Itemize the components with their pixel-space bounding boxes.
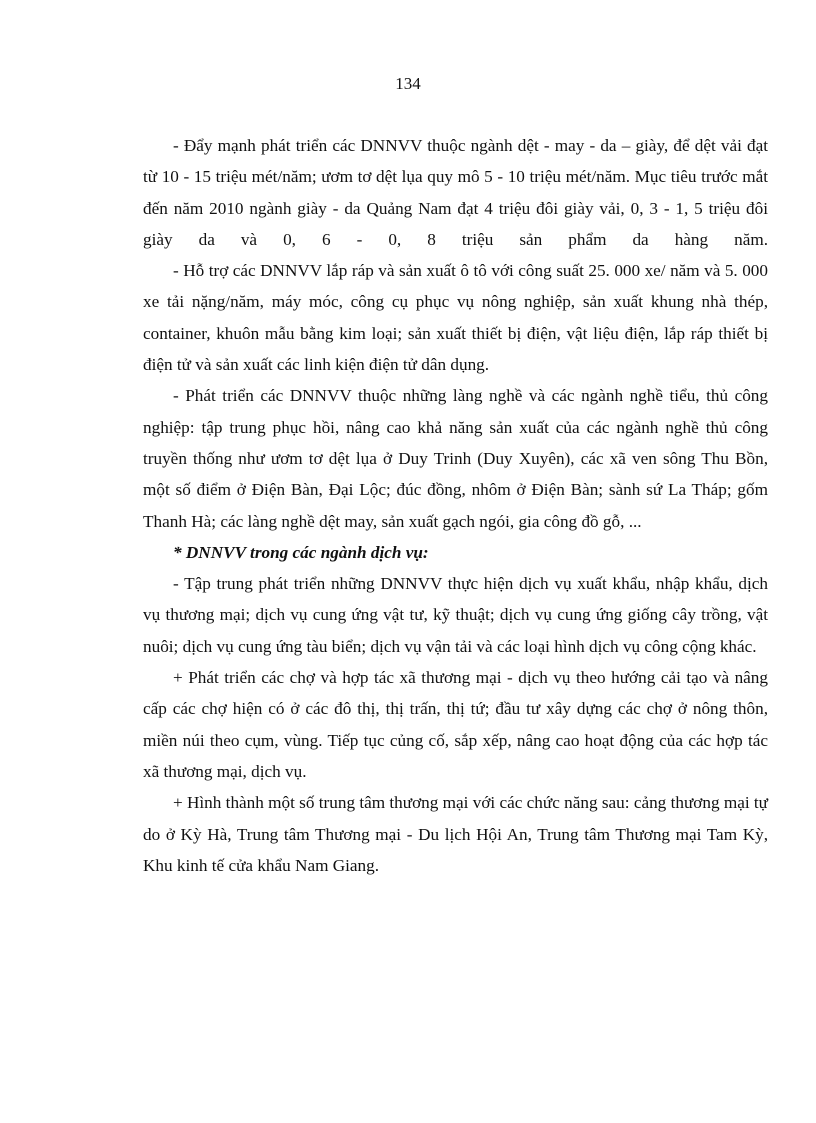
section-heading-services: * DNNVV trong các ngành dịch vụ: <box>173 542 429 562</box>
document-body <box>143 130 768 881</box>
paragraph-service-focus: - Tập trung phát triển những DNNVV thực hiện dịch vụ xuất khẩu, nhập khẩu, dịch vụ thương mại; dịch vụ cung ứng vật tư, kỹ thuật; dịch vụ cung ứng giống cây trồng, vật nuôi; dịch vụ cung ứng tàu biển; dịch vụ vận tải và các loại hình dịch vụ công cộng khác. <box>143 574 768 656</box>
paragraph-craft-villages: - Phát triển các DNNVV thuộc những làng nghề và các ngành nghề tiểu, thủ công nghiệp: tập trung phục hồi, nâng cao khả năng sản xuất của các ngành nghề thủ công truyền thống như ươm tơ dệt lụa ở Duy Trinh (Duy Xuyên), các xã ven sông Thu Bồn, một số điểm ở Điện Bàn, Đại Lộc; đúc đồng, nhôm ở Điện Bàn; sành sứ La Tháp; gốm Thanh Hà; các làng nghề dệt may, sản xuất gạch ngói, gia công đồ gỗ, ... <box>143 386 768 531</box>
paragraph-trade-centers: + Hình thành một số trung tâm thương mại với các chức năng sau: cảng thương mại tự do ở Kỳ Hà, Trung tâm Thương mại - Du lịch Hội An, Trung tâm Thương mại Tam Kỳ, Khu kinh tế cửa khẩu Nam Giang. <box>143 793 768 875</box>
paragraph-automotive-support: - Hỗ trợ các DNNVV lắp ráp và sản xuất ô tô với công suất 25. 000 xe/ năm và 5. 000 xe tải nặng/năm, máy móc, công cụ phục vụ nông nghiệp, sản xuất khung nhà thép, container, khuôn mẫu bằng kim loại; sản xuất thiết bị điện, vật liệu điện, lắp ráp thiết bị điện tử và sản xuất các linh kiện điện tử dân dụng. <box>143 261 768 375</box>
paragraph-markets-cooperatives: + Phát triển các chợ và hợp tác xã thương mại - dịch vụ theo hướng cải tạo và nâng cấp các chợ hiện có ở các đô thị, thị trấn, thị tứ; đầu tư xây dựng các chợ ở nông thôn, miền núi theo cụm, vùng. Tiếp tục củng cố, sắp xếp, nâng cao hoạt động của các hợp tác xã thương mại, dịch vụ. <box>143 668 768 781</box>
paragraph-textile-industry: - Đẩy mạnh phát triển các DNNVV thuộc ngành dệt - may - da – giày, để dệt vải đạt từ 10 - 15 triệu mét/năm; ươm tơ dệt lụa quy mô 5 - 10 triệu mét/năm. Mục tiêu trước mắt đến năm 2010 ngành giày - da Quảng Nam đạt 4 triệu đôi giày vải, 0, 3 - 1, 5 triệu đôi giày da và 0, 6 - 0, 8 triệu sản phẩm da hàng năm. <box>143 136 768 249</box>
page-number: 134 <box>395 74 421 93</box>
